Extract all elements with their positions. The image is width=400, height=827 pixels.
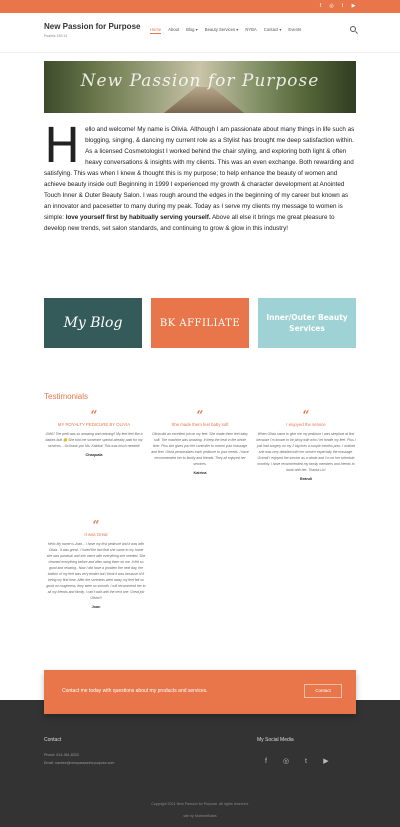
testimonial-card [46,520,146,609]
testimonial-body: Hello My name is Joan... I have my first pedicure and it was with Olivia.. It was great.. I loved the fact that she came to my home she was punctual and she came with everything she needed. She cleaned everything before and after using them on me. It felt so good and relaxing.. Now I did have a problem the next day, the bottom of my feet was very tender but I think it was because of it being my first time. After the soreness went away my feet felt so good no roughness, they were so smooth. I will recommend her to all my friends and family, I can't wait until the next one. Great job Olivia!!! [46,542,146,600]
site-footer [0,700,400,827]
testimonial-card [44,410,144,457]
footer-phone[interactable]: Phone: 614-361-8333 [44,753,79,757]
footer-email[interactable]: Email: nazbee@newpassionforpurpose.com [44,761,115,765]
testimonial-author: Brandi [299,477,313,481]
footer-social-title: My Social Media [257,737,294,743]
affiliate-tile[interactable] [151,298,249,348]
hero-title: New Passion for Purpose [80,71,320,91]
youtube-icon[interactable]: ▶ [351,3,356,9]
beauty-services-label: Inner/Outer Beauty Services [266,313,348,333]
main-nav [150,27,301,34]
instagram-icon[interactable]: ◎ [282,758,290,765]
testimonial-card [256,410,356,481]
nav-item-home[interactable]: Home [150,27,162,32]
twitter-icon[interactable]: t [341,3,344,9]
top-bar [0,0,400,13]
intro-text [44,118,356,234]
search-icon[interactable] [350,26,356,32]
footer-social-icons [262,758,330,766]
dropcap: H [44,118,81,174]
testimonial-body: OMG! The pedi was so amazing and relaxing!! My feet feel like a babies butt 😊 She told me someone special already paid for my services....So thank you Ms. Katrina! This was much needed! [45,432,143,448]
my-blog-tile[interactable] [44,298,142,348]
contact-button[interactable]: Contact [304,684,342,698]
affiliate-label: BK AFFILIATE [159,317,241,329]
site-tagline: Psalms 139:14 [44,34,68,38]
intro-bold: love yourself first by habitually serving yourself. [65,214,211,222]
facebook-icon[interactable]: f [319,3,322,9]
beauty-services-tile[interactable] [258,298,356,348]
instagram-icon[interactable]: ◎ [329,3,334,9]
testimonial-author: Katrina [193,471,207,475]
nav-item-nyba[interactable]: NYBA [245,27,257,32]
quote-icon: “ [92,518,100,532]
testimonial-body: When Olivia came to give me my pedicure I was skeptical at first because I'm known to be picky with who I let fondle my feet. Plus I just had surgery on my 2 big toes a couple months prior. I noticed she was very detailed with her service especially the massage. Overall I enjoyed the service as a whole and I'm on her schedule monthly. I have recommended my family members and friends to book with her. Thanks Liv! [256,432,356,472]
cta-text: Contact me today with questions about my products and services. [62,688,208,694]
testimonial-card [150,410,250,475]
site-title[interactable]: New Passion for Purpose [44,22,141,31]
my-blog-label: My Blog [63,315,123,331]
testimonial-author: Chaquala [85,453,103,457]
twitter-icon[interactable]: t [305,758,307,765]
quote-icon: “ [196,408,204,422]
hero-banner [44,61,356,113]
top-social-icons [318,3,356,9]
nav-item-beauty-services[interactable]: Beauty Services ▾ [204,27,239,32]
testimonials-heading: Testimonials [44,392,89,401]
copyright: Copyright 2021 New Passion for Purpose. All rights reserved. [151,802,249,806]
facebook-icon[interactable]: f [265,758,267,765]
footer-contact-title: Contact [44,737,62,743]
nav-item-events[interactable]: Events [288,27,302,32]
testimonial-title: It was Great [84,532,108,537]
intro-body: ello and welcome! My name is Olivia. Although I am passionate about many things in life such as blogging, singing, & dancing my current role as a Stylist has brought me deep satisfaction within. As a licensed Cosmetologist I worked behind the chair styling, and exploring both light & often heavy conversations & insights with my clients. This was an even exchange. Both rewarding and satisfying. This was when I knew & thought this is my purpose; to help enhance the beauty of women and achieve beauty inside out! Beginning in 1999 I experienced my growth & character development at Anointed Touch Inner & Outer Beauty Salon. I was rough around the edges in the beginning of my career but known as an innovator and pacesetter to many during my peak. Today as I serve my clients my message to women is simple: [44,126,355,222]
testimonial-title: I enjoyed the service [286,422,326,427]
site-credit[interactable]: site by MarinettSales [183,814,217,818]
brand[interactable] [44,22,140,38]
quote-icon: “ [90,408,98,422]
youtube-icon[interactable]: ▶ [323,758,329,765]
testimonial-body: Olivia did an excellent job on my feet. She made them feel baby soft. The machine was amazing. It keep the heat in the whole time. Plus she gives you the controller to control your massage and feet. Olivia personalizes each pedicure to your needs. I have recommended her to family and friends. They all enjoyed her services. [151,432,249,466]
testimonial-title: She made them feel baby soft [171,422,229,427]
quote-icon: “ [302,408,310,422]
testimonial-author: Joan [91,605,101,609]
nav-item-about[interactable]: About [168,27,180,32]
intro-end: Above all else it brings me great pleasure to develop new trends, set salon standards, and continuing to grow & glow in this industry! [44,214,335,233]
nav-item-contact[interactable]: Contact ▾ [263,27,282,32]
testimonial-title: MY ROYALTY PEDICURE BY OLIVIA [57,422,131,427]
nav-item-blog[interactable]: Blog ▾ [186,27,198,32]
contact-cta-banner [44,670,356,714]
site-header [0,13,400,53]
